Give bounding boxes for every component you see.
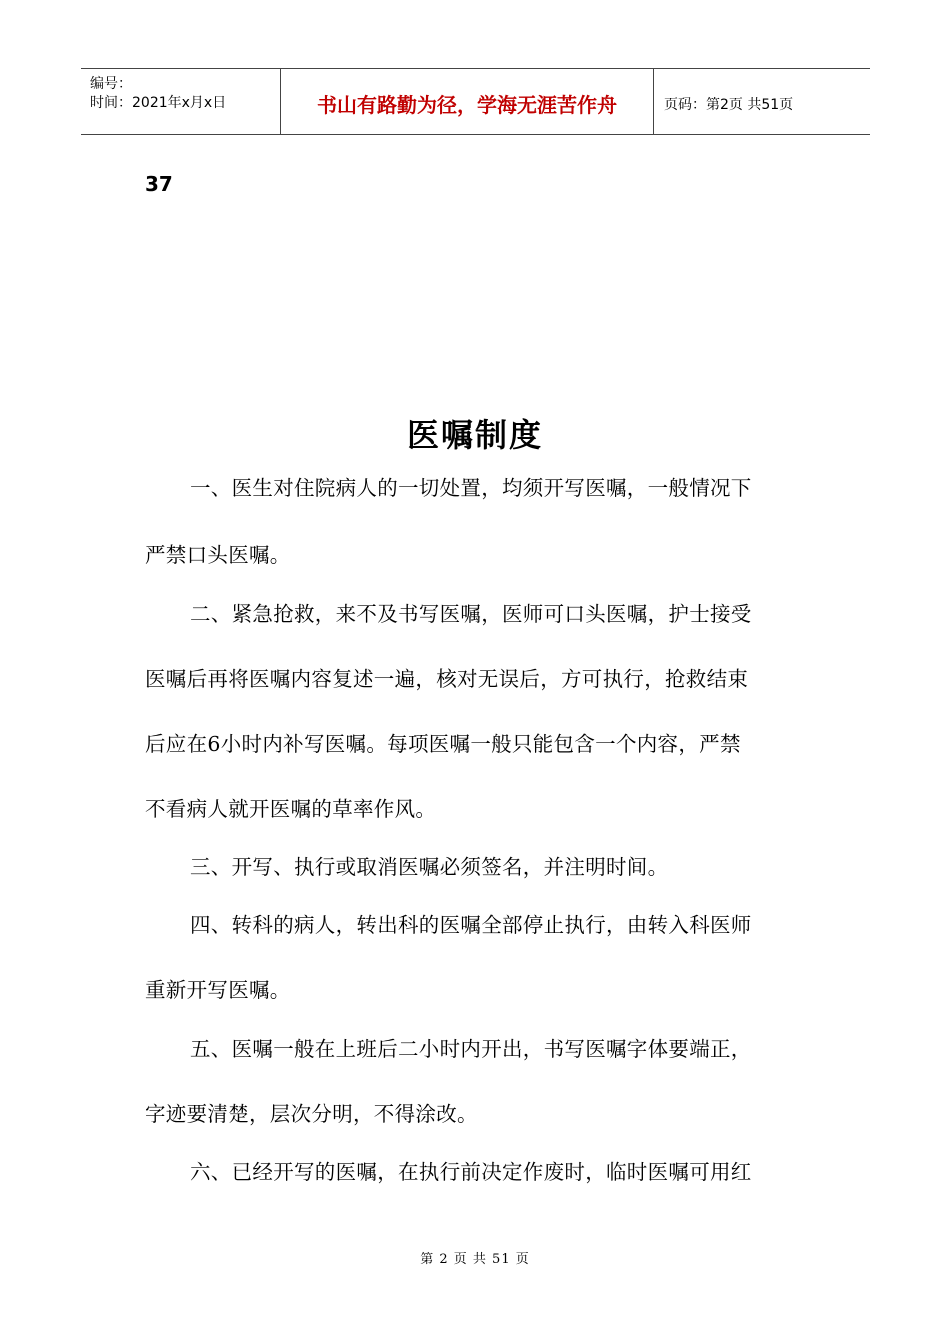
header-page-info: 页码：第2页 共51页	[664, 96, 794, 113]
header-motto: 书山有路勤为径，学海无涯苦作舟	[281, 69, 654, 134]
paragraph-line: 后应在6小时内补写医嘱。每项医嘱一般只能包含一个内容，严禁	[145, 732, 741, 756]
header-number-label: 编号：	[90, 76, 132, 92]
page-header	[81, 68, 870, 135]
paragraph-line: 二、紧急抢救，来不及书写医嘱，医师可口头医嘱，护士接受	[190, 602, 752, 626]
header-time-label: 时间：2021年x月x日	[90, 95, 227, 111]
header-meta-cell	[81, 69, 281, 134]
paragraph-line: 医嘱后再将医嘱内容复述一遍，核对无误后，方可执行，抢救结束	[145, 667, 749, 691]
paragraph-line: 六、已经开写的医嘱，在执行前决定作废时，临时医嘱可用红	[190, 1160, 752, 1184]
paragraph-line: 四、转科的病人，转出科的医嘱全部停止执行，由转入科医师	[190, 913, 752, 937]
paragraph-line: 不看病人就开医嘱的草率作风。	[145, 797, 437, 821]
paragraph-line: 严禁口头医嘱。	[145, 543, 291, 567]
page-footer: 第 2 页 共 51 页	[420, 1252, 530, 1267]
paragraph-line: 一、医生对住院病人的一切处置，均须开写医嘱，一般情况下	[190, 476, 752, 500]
paragraph-line: 重新开写医嘱。	[145, 978, 291, 1002]
paragraph-line: 三、开写、执行或取消医嘱必须签名，并注明时间。	[190, 855, 669, 879]
paragraph-line: 字迹要清楚，层次分明，不得涂改。	[145, 1102, 478, 1126]
document-title: 医嘱制度	[406, 416, 543, 454]
paragraph-line: 五、医嘱一般在上班后二小时内开出，书写医嘱字体要端正，	[190, 1037, 752, 1061]
top-page-number: 37	[145, 172, 173, 196]
